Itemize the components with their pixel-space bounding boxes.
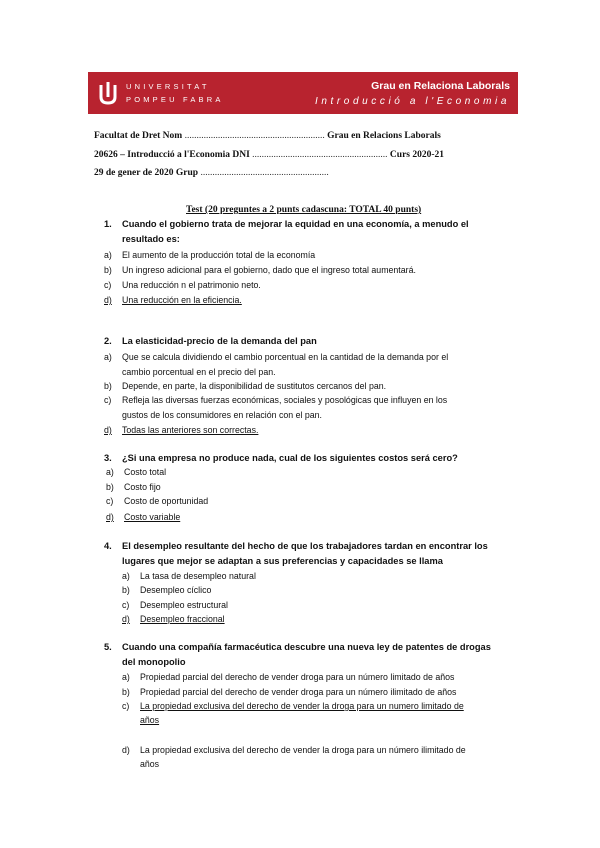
option-letter: c) xyxy=(104,395,112,405)
option-letter: d) xyxy=(122,614,130,624)
option-2b xyxy=(104,379,524,394)
header-line-1 xyxy=(94,131,441,141)
option-2a xyxy=(104,350,524,380)
option-text: La propiedad exclusiva del derecho de vender la droga para un número ilimitado de xyxy=(140,745,466,755)
question-3 xyxy=(104,451,524,466)
test-title: Test (20 preguntes a 2 punts cadascuna: TOTAL 40 punts) xyxy=(186,205,422,215)
option-text: años xyxy=(140,759,160,769)
question-text: del monopolio xyxy=(122,657,186,667)
option-letter: d) xyxy=(122,745,130,755)
option-1d-correct xyxy=(104,293,524,308)
option-4c xyxy=(122,598,522,613)
course-code-label: 20626 – Introducció a l'Economia DNI xyxy=(94,150,250,160)
option-text: Desempleo estructural xyxy=(140,600,229,610)
option-4a xyxy=(122,569,522,584)
option-letter: d) xyxy=(104,425,112,435)
option-text: Desempleo fraccional xyxy=(140,614,225,624)
name-field: ........................................................... xyxy=(184,131,325,141)
option-text: El aumento de la producción total de la economía xyxy=(122,250,316,260)
option-text: La tasa de desempleo natural xyxy=(140,571,256,581)
question-number: 3. xyxy=(104,453,112,463)
option-letter: b) xyxy=(104,381,112,391)
faculty-label: Facultat de Dret Nom xyxy=(94,131,183,141)
option-letter: d) xyxy=(104,295,112,305)
option-letter: a) xyxy=(122,571,130,581)
option-1b xyxy=(104,263,524,278)
header-line-2 xyxy=(94,150,444,160)
option-3c xyxy=(106,494,526,509)
question-5 xyxy=(104,640,534,670)
option-text: años xyxy=(140,715,160,725)
option-letter: b) xyxy=(104,265,112,275)
option-text: Costo fijo xyxy=(124,482,161,492)
header-banner xyxy=(88,72,518,114)
option-3a xyxy=(106,465,526,480)
option-text: Refleja las diversas fuerzas económicas, sociales y posológicas que influyen en los xyxy=(122,395,448,405)
option-text: Propiedad parcial del derecho de vender droga para un número limitado de años xyxy=(140,672,455,682)
option-letter: a) xyxy=(104,250,112,260)
option-5b xyxy=(122,685,522,700)
option-letter: c) xyxy=(122,701,130,711)
option-text: cambio porcentual en el precio del pan. xyxy=(122,367,276,377)
course-title: Introducció a l'Economia xyxy=(314,96,510,107)
option-text: Que se calcula dividiendo el cambio porcentual en la cantidad de la demanda por el xyxy=(122,352,449,362)
group-field: ...................................................... xyxy=(200,168,329,178)
option-text: Un ingreso adicional para el gobierno, dado que el ingreso total aumentará. xyxy=(122,265,416,275)
option-text: Costo variable xyxy=(124,512,181,522)
option-2c xyxy=(104,393,524,423)
question-text: Cuando una compañía farmacéutica descubre una nueva ley de patentes de drogas xyxy=(122,642,491,652)
question-4 xyxy=(104,539,534,569)
question-1 xyxy=(104,217,524,247)
question-text: resultado es: xyxy=(122,234,180,244)
option-letter: d) xyxy=(106,512,114,522)
option-letter: c) xyxy=(104,280,112,290)
question-text: ¿Si una empresa no produce nada, cual de los siguientes costos será cero? xyxy=(122,453,458,463)
option-text: Una reducción n el patrimonio neto. xyxy=(122,280,261,290)
option-3d-correct xyxy=(106,510,526,525)
option-5c-correct xyxy=(122,699,522,729)
option-3b xyxy=(106,480,526,495)
option-letter: c) xyxy=(106,496,114,506)
option-5a xyxy=(122,670,522,685)
option-text: Costo total xyxy=(124,467,167,477)
question-number: 2. xyxy=(104,336,112,346)
option-letter: a) xyxy=(104,352,112,362)
degree-label: Grau en Relacions Laborals xyxy=(327,131,441,141)
question-2 xyxy=(104,334,524,349)
option-letter: a) xyxy=(122,672,130,682)
option-letter: b) xyxy=(106,482,114,492)
header-line-3 xyxy=(94,168,329,178)
option-letter: b) xyxy=(122,585,130,595)
option-letter: b) xyxy=(122,687,130,697)
university-name xyxy=(126,80,224,106)
option-4b xyxy=(122,583,522,598)
question-number: 4. xyxy=(104,541,112,551)
question-text: Cuando el gobierno trata de mejorar la equidad en una economía, a menudo el xyxy=(122,219,469,229)
question-number: 1. xyxy=(104,219,112,229)
option-1c xyxy=(104,278,524,293)
question-text: La elasticidad-precio de la demanda del pan xyxy=(122,336,317,346)
upf-logo-icon xyxy=(94,79,122,107)
academic-year-label: Curs 2020-21 xyxy=(389,150,445,160)
option-5d xyxy=(122,743,522,773)
option-text: La propiedad exclusiva del derecho de vender la droga para un numero limitado de xyxy=(140,701,464,711)
question-text: El desempleo resultante del hecho de que los trabajadores tardan en encontrar los xyxy=(122,541,488,551)
university-line2: POMPEU FABRA xyxy=(126,95,224,104)
option-text: Una reducción en la eficiencia. xyxy=(122,295,242,305)
option-text: Costo de oportunidad xyxy=(124,496,209,506)
option-4d-correct xyxy=(122,612,522,627)
option-letter: c) xyxy=(122,600,130,610)
question-text: lugares que mejor se adaptan a sus preferencias y capacidades se llama xyxy=(122,556,443,566)
date-group-label: 29 de gener de 2020 Grup xyxy=(94,168,199,178)
degree-title: Grau en Relaciona Laborals xyxy=(371,80,510,92)
option-1a xyxy=(104,248,524,263)
option-text: Propiedad parcial del derecho de vender droga para un número ilimitado de años xyxy=(140,687,457,697)
university-line1: UNIVERSITAT xyxy=(126,82,210,91)
option-text: gustos de los consumidores en relación con el pan. xyxy=(122,410,323,420)
question-number: 5. xyxy=(104,642,112,652)
option-text: Todas las anteriores son correctas. xyxy=(122,425,259,435)
dni-field: ......................................................... xyxy=(252,150,388,160)
option-letter: a) xyxy=(106,467,114,477)
option-2d-correct xyxy=(104,423,524,438)
option-text: Depende, en parte, la disponibilidad de sustitutos cercanos del pan. xyxy=(122,381,387,391)
option-text: Desempleo cíclico xyxy=(140,585,212,595)
